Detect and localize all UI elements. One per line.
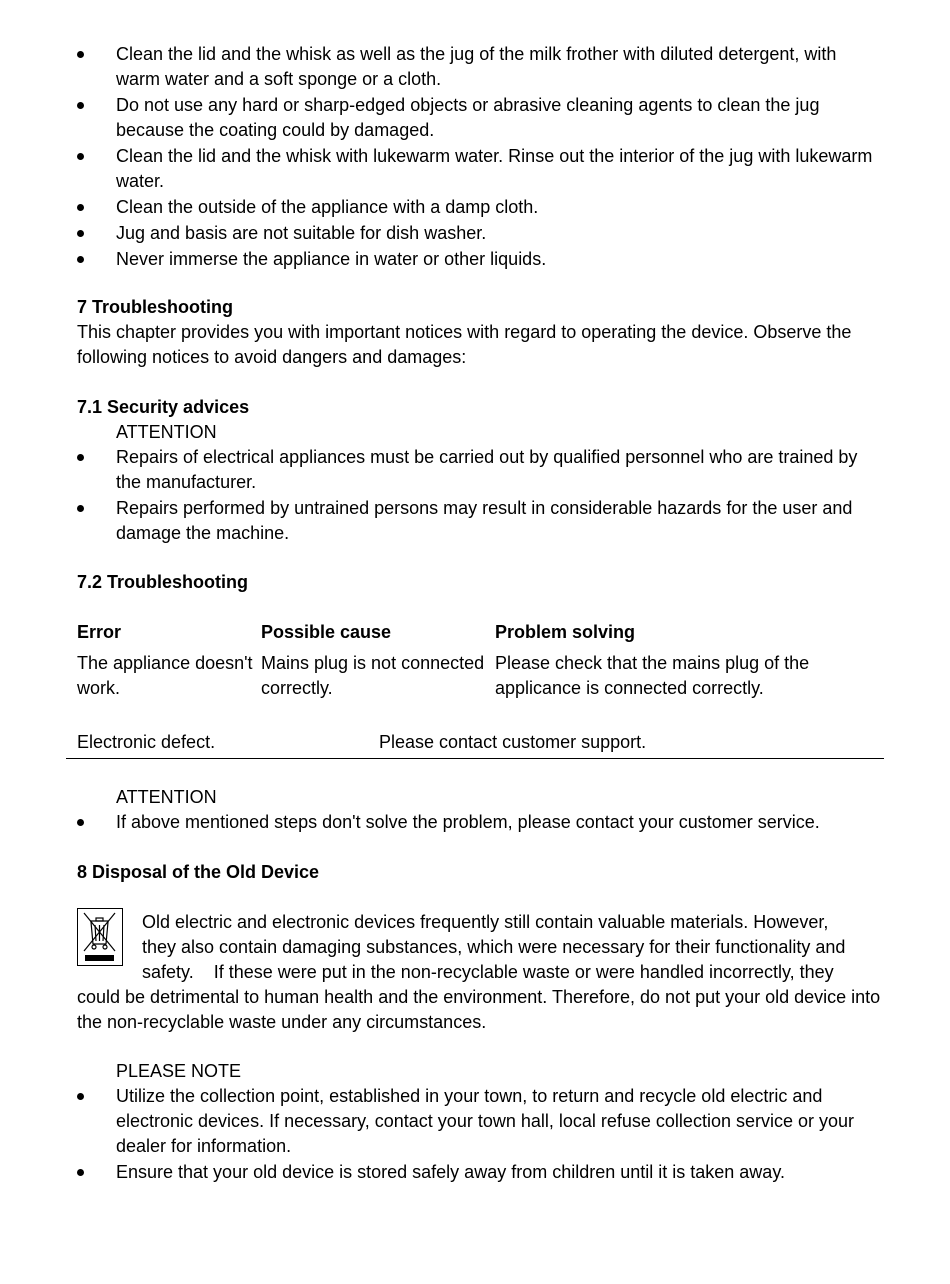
list-item: Utilize the collection point, established in your town, to return and recycle old electric and electronic devices. If necessary, contact your town hall, local refuse collection service or your dealer for information. (77, 1084, 877, 1159)
disposal-bullet-list (77, 1084, 877, 1185)
section-7-1-heading: 7.1 Security advices (77, 397, 250, 417)
cell-error: Electronic defect. (77, 732, 216, 752)
list-item: Repairs performed by untrained persons may result in considerable hazards for the user and damage the machine. (77, 496, 877, 546)
header-possible-cause: Possible cause (261, 622, 392, 642)
disposal-line: Old electric and electronic devices frequently still contain valuable materials. However, (142, 912, 829, 932)
bullet-icon (77, 204, 84, 211)
list-item: Clean the lid and the whisk with lukewarm water. Rinse out the interior of the jug with lukewarm water. (77, 144, 877, 194)
table-row (77, 651, 877, 701)
table-header-row (77, 620, 877, 645)
attention-bullet-list (77, 810, 877, 835)
disposal-paragraph-wrap (142, 910, 882, 985)
header-error: Error (77, 622, 122, 642)
bullet-icon (77, 1169, 84, 1176)
list-item: Jug and basis are not suitable for dish washer. (77, 221, 877, 246)
bullet-icon (77, 153, 84, 160)
list-item: Clean the lid and the whisk as well as the jug of the milk frother with diluted detergent, with warm water and a soft sponge or a cloth. (77, 42, 877, 92)
attention-label: ATTENTION (116, 787, 217, 807)
list-item: Do not use any hard or sharp-edged objects or abrasive cleaning agents to clean the jug because the coating could by damaged. (77, 93, 877, 143)
bullet-icon (77, 51, 84, 58)
cell-cause: Mains plug is not connected correctly. (261, 653, 485, 698)
list-item: Never immerse the appliance in water or other liquids. (77, 247, 877, 272)
cell-error: The appliance doesn't work. (77, 653, 253, 698)
disposal-paragraph-rest (77, 985, 882, 1035)
bullet-icon (77, 102, 84, 109)
disposal-text: could be detrimental to human health and the environment. Therefore, do not put your old device into the non-recyclable waste under any circumstances. (77, 987, 881, 1032)
cleaning-bullet-list (77, 42, 877, 272)
disposal-line: safety. If these were put in the non-recyclable waste or were handled incorrectly, they (142, 962, 834, 982)
header-problem-solving: Problem solving (495, 622, 636, 642)
list-item: If above mentioned steps don't solve the problem, please contact your customer service. (77, 810, 877, 835)
section-7 (77, 295, 877, 370)
section-7-2-heading: 7.2 Troubleshooting (77, 572, 249, 592)
bullet-icon (77, 819, 84, 826)
bullet-icon (77, 1093, 84, 1100)
bullet-icon (77, 256, 84, 263)
bullet-icon (77, 505, 84, 512)
cleaning-list-block (77, 42, 877, 273)
bullet-icon (77, 230, 84, 237)
list-item: Ensure that your old device is stored safely away from children until it is taken away. (77, 1160, 877, 1185)
please-note-label: PLEASE NOTE (116, 1061, 242, 1081)
section-8 (77, 860, 877, 885)
troubleshooting-table (77, 620, 877, 755)
cell-solution: Please contact customer support. (379, 732, 647, 752)
weee-crossed-bin-icon (77, 908, 123, 966)
cell-solution: Please check that the mains plug of the applicance is connected correctly. (495, 653, 810, 698)
security-bullet-list (77, 445, 877, 546)
table-bottom-rule (66, 758, 884, 759)
disposal-line: they also contain damaging substances, which were necessary for their functionality and (142, 937, 846, 957)
list-item: Clean the outside of the appliance with a damp cloth. (77, 195, 877, 220)
section-7-heading: 7 Troubleshooting (77, 297, 233, 317)
section-7-2 (77, 570, 877, 595)
table-row (77, 730, 877, 755)
section-8-heading: 8 Disposal of the Old Device (77, 862, 320, 882)
section-7-1 (77, 395, 877, 547)
attention-label: ATTENTION (116, 422, 217, 442)
attention-block (77, 785, 877, 836)
weee-bin-svg (78, 909, 121, 964)
bullet-icon (77, 454, 84, 461)
list-item: Repairs of electrical appliances must be carried out by qualified personnel who are trained by the manufacturer. (77, 445, 877, 495)
please-note-block (77, 1059, 877, 1186)
section-7-intro: This chapter provides you with important notices with regard to operating the device. Observe the following notices to avoid dangers and damages: (77, 322, 852, 367)
